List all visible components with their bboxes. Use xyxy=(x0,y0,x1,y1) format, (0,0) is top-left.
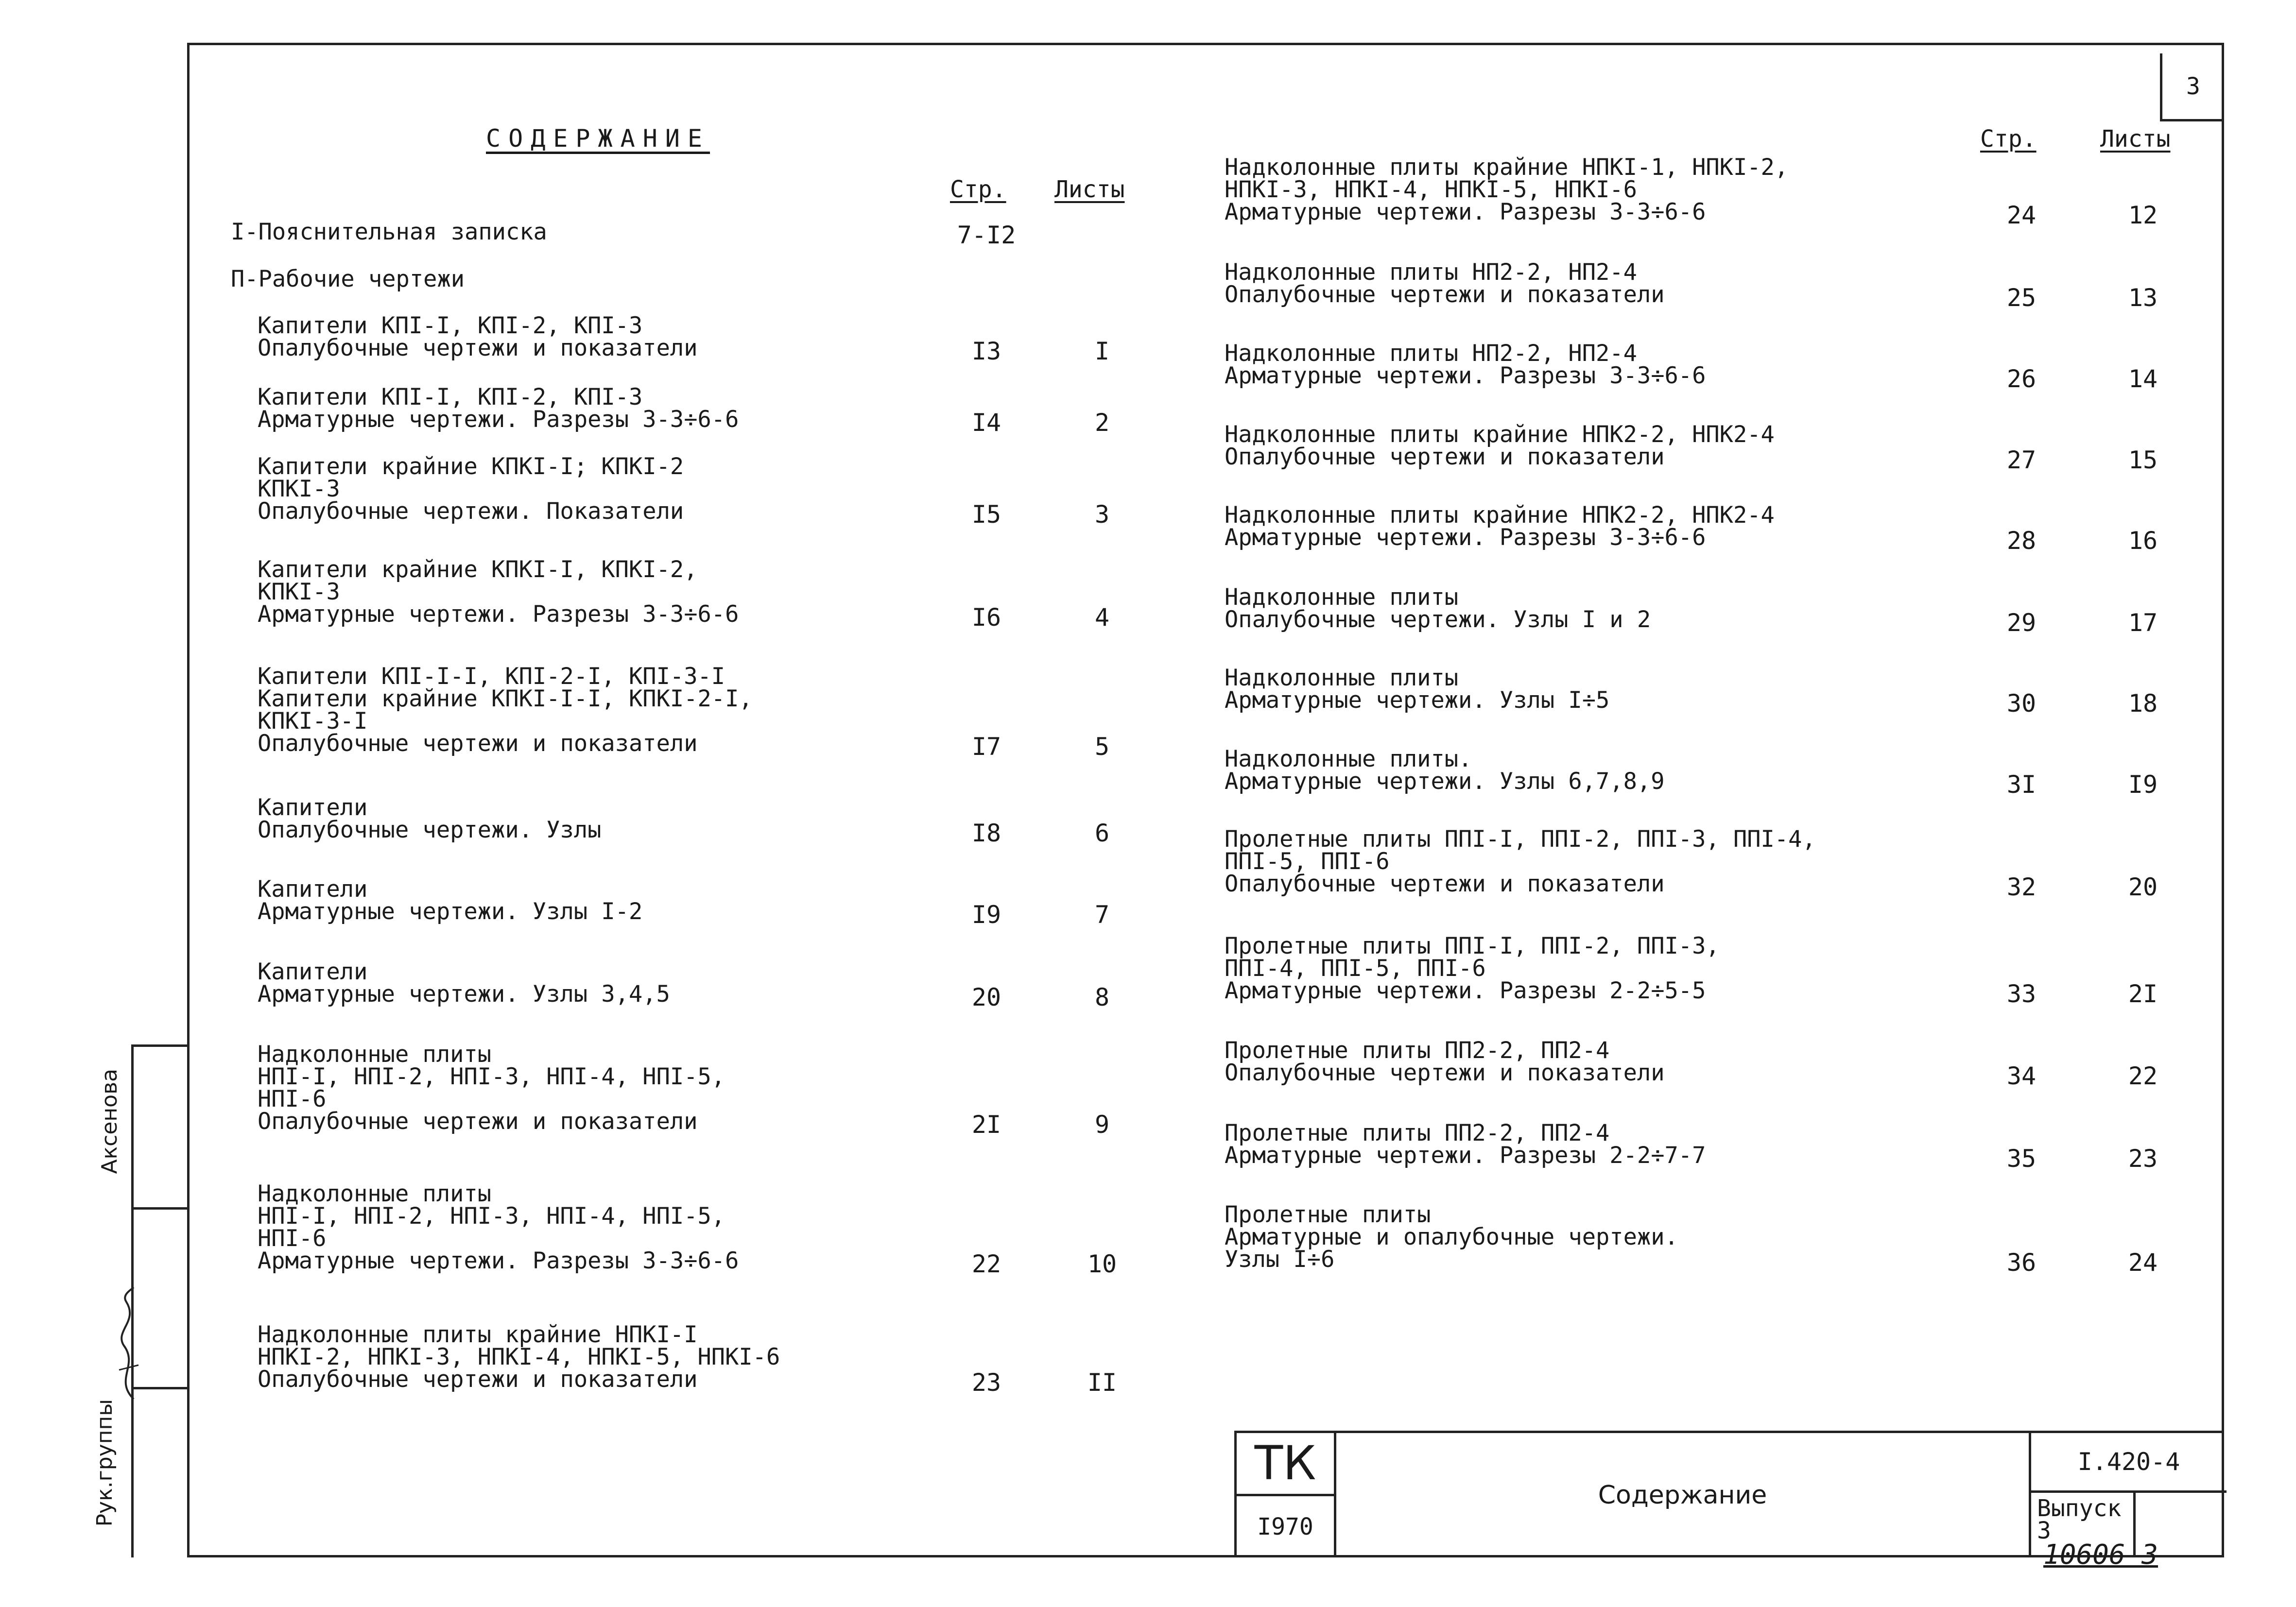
entry-page: I9 xyxy=(971,901,1001,929)
entry-line: Арматурные чертежи. Узлы I÷5 xyxy=(1225,687,1610,714)
page-number: 3 xyxy=(2186,72,2200,100)
entry-line: Капители крайние КПКI-I; КПКI-2 xyxy=(258,453,684,480)
entry-line: Арматурные чертежи. Разрезы 3-3÷6-6 xyxy=(1225,524,1706,551)
entry-sheet: 4 xyxy=(1094,603,1110,632)
entry-sheet: 8 xyxy=(1094,983,1110,1011)
series-code: I.420-4 xyxy=(2031,1433,2227,1493)
contents-entry xyxy=(1225,504,1775,549)
right-header-sheets: Листы xyxy=(2100,125,2171,153)
entry-sheet: 7 xyxy=(1094,901,1110,929)
entry-sheet: 5 xyxy=(1094,733,1110,761)
title-block-org-cell xyxy=(1237,1433,1336,1557)
entry-line: Опалубочные чертежи и показатели xyxy=(258,1366,698,1393)
contents-entry xyxy=(258,1180,739,1274)
entry-line: Опалубочные чертежи и показатели xyxy=(258,730,698,757)
entry-page: 29 xyxy=(2006,609,2037,637)
entry-page: 24 xyxy=(2006,201,2037,229)
entry-page: I7 xyxy=(971,733,1001,761)
entry-line: Опалубочные чертежи и показатели xyxy=(1225,281,1665,308)
contents-entry xyxy=(258,794,602,843)
entry-line: Надколонные плиты НП2-2, НП2-4 xyxy=(1225,340,1637,367)
entry-line: Надколонные плиты xyxy=(1225,665,1459,691)
entry-line: Капители КПI-I, КПI-2, КПI-3 xyxy=(258,384,643,410)
contents-entry xyxy=(1225,935,1720,1002)
entry-page: I4 xyxy=(971,409,1001,437)
contents-entry xyxy=(1225,1201,1678,1273)
entry-line: Опалубочные чертежи. Узлы xyxy=(258,817,602,843)
title-block xyxy=(1234,1431,2224,1557)
entry-sheet: 15 xyxy=(2128,446,2158,474)
entry-sheet: II xyxy=(1087,1368,1117,1397)
entry-line: Надколонные плиты xyxy=(1225,584,1459,611)
entry-line: Надколонные плиты крайние НПК2-2, НПК2-4 xyxy=(1225,421,1775,448)
entry-page: 30 xyxy=(2006,689,2037,718)
entry-sheet: I9 xyxy=(2128,770,2158,799)
year: I970 xyxy=(1257,1513,1313,1540)
entry-line: Арматурные чертежи. Разрезы 3-3÷6-6 xyxy=(1225,362,1706,389)
entry-sheet: 12 xyxy=(2128,201,2158,229)
entry-line: Надколонные плиты xyxy=(258,1041,492,1068)
entry-line: Опалубочные чертежи. Показатели xyxy=(258,498,684,525)
entry-line: Опалубочные чертежи. Узлы I и 2 xyxy=(1225,606,1651,633)
entry-line: Арматурные чертежи. Разрезы 3-3÷6-6 xyxy=(258,601,739,628)
entry-line: Пролетные плиты ПП2-2, ПП2-4 xyxy=(1225,1037,1610,1064)
entry-line: Пролетные плиты xyxy=(1225,1201,1431,1228)
issue-number: 3 xyxy=(2037,1517,2051,1544)
entry-line: Арматурные чертежи. Разрезы 2-2÷7-7 xyxy=(1225,1142,1706,1169)
strip-role-label: Рук.группы xyxy=(92,1399,117,1527)
entry-line: КПКI-3 xyxy=(258,579,340,605)
entry-line: НПI-I, НПI-2, НПI-3, НПI-4, НПI-5, xyxy=(258,1063,725,1090)
entry-sheet: 6 xyxy=(1094,819,1110,847)
contents-entry xyxy=(258,958,670,1008)
entry-page: 7-I2 xyxy=(957,221,1016,249)
left-header-page: Стр. xyxy=(950,176,1006,203)
contents-entry xyxy=(258,556,739,628)
entry-sheet: 10 xyxy=(1087,1250,1117,1278)
entry-line: Арматурные чертежи. Разрезы 3-3÷6-6 xyxy=(258,1248,739,1274)
strip-name-label: Аксенова xyxy=(97,1069,122,1174)
left-header-sheets: Листы xyxy=(1054,176,1125,203)
entry-line: Опалубочные чертежи и показатели xyxy=(258,335,698,361)
entry-page: 36 xyxy=(2006,1248,2037,1277)
entry-line: ППI-5, ППI-6 xyxy=(1225,848,1390,875)
entry-sheet: 22 xyxy=(2128,1062,2158,1090)
contents-entry xyxy=(258,1043,725,1133)
entry-page: 34 xyxy=(2006,1062,2037,1090)
page-title: СОДЕРЖАНИЕ xyxy=(486,124,710,153)
entry-line: Арматурные чертежи. Разрезы 3-3÷6-6 xyxy=(1225,199,1706,225)
entry-sheet: 2 xyxy=(1094,409,1110,437)
entry-line: Надколонные плиты НП2-2, НП2-4 xyxy=(1225,259,1637,286)
entry-line: Пролетные плиты ППI-I, ППI-2, ППI-3, xyxy=(1225,933,1720,959)
entry-line: КПКI-3-I xyxy=(258,708,368,735)
entry-sheet: 14 xyxy=(2128,365,2158,393)
entry-page: 22 xyxy=(971,1250,1001,1278)
contents-entry xyxy=(231,221,547,243)
entry-line: Узлы I÷6 xyxy=(1225,1246,1335,1273)
contents-entry xyxy=(1225,667,1609,712)
contents-entry xyxy=(258,1321,780,1393)
entry-line: Опалубочные чертежи и показатели xyxy=(1225,871,1665,897)
entry-sheet: 13 xyxy=(2128,284,2158,312)
contents-entry xyxy=(1225,342,1706,387)
entry-sheet: 23 xyxy=(2128,1145,2158,1173)
contents-entry xyxy=(258,663,753,757)
contents-entry xyxy=(1225,828,1816,895)
contents-entry xyxy=(1225,586,1651,631)
entry-line: Капители xyxy=(258,958,368,985)
entry-sheet: 17 xyxy=(2128,609,2158,637)
entry-page: 28 xyxy=(2006,527,2037,555)
entry-line: Опалубочные чертежи и показатели xyxy=(1225,444,1665,470)
org-code: ТК xyxy=(1237,1433,1334,1496)
entry-page: 35 xyxy=(2006,1145,2037,1173)
entry-sheet: 20 xyxy=(2128,873,2158,901)
contents-entry xyxy=(1225,748,1664,793)
entry-line: Опалубочные чертежи и показатели xyxy=(1225,1060,1665,1086)
contents-entry xyxy=(258,878,642,923)
entry-line: НПКI-3, НПКI-4, НПКI-5, НПКI-6 xyxy=(1225,176,1637,203)
contents-entry xyxy=(1225,156,1788,223)
entry-sheet: 3 xyxy=(1094,500,1110,529)
entry-line: I-Пояснительная записка xyxy=(231,219,547,245)
entry-page: 26 xyxy=(2006,365,2037,393)
entry-line: Надколонные плиты крайние НПКI-I xyxy=(258,1321,698,1348)
entry-sheet: 9 xyxy=(1094,1111,1110,1139)
entry-line: Надколонные плиты крайние НПКI-1, НПКI-2, xyxy=(1225,154,1789,181)
entry-line: НПI-6 xyxy=(258,1225,327,1252)
entry-line: Арматурные чертежи. Узлы 6,7,8,9 xyxy=(1225,768,1665,795)
entry-sheet: 24 xyxy=(2128,1248,2158,1277)
entry-line: Арматурные чертежи. Разрезы 2-2÷5-5 xyxy=(1225,977,1706,1004)
entry-line: ППI-4, ППI-5, ППI-6 xyxy=(1225,955,1486,982)
entry-page: 32 xyxy=(2006,873,2037,901)
strip-divider xyxy=(134,1207,187,1210)
title-block-title: Содержание xyxy=(1598,1481,1767,1510)
entry-line: НПI-6 xyxy=(258,1086,327,1112)
entry-sheet: 18 xyxy=(2128,689,2158,718)
entry-page: I6 xyxy=(971,603,1001,632)
entry-line: Арматурные чертежи. Узлы 3,4,5 xyxy=(258,981,670,1008)
entry-line: КПКI-3 xyxy=(258,476,340,502)
entry-sheet: 2I xyxy=(2128,980,2158,1008)
contents-entry xyxy=(1225,1122,1706,1167)
contents-entry xyxy=(258,312,698,361)
entry-line: Пролетные плиты ПП2-2, ПП2-4 xyxy=(1225,1120,1610,1146)
entry-line: П-Рабочие чертежи xyxy=(231,266,465,292)
entry-page: I5 xyxy=(971,500,1001,529)
archive-number: 10606 3 xyxy=(2043,1539,2158,1571)
entry-line: Капители КПI-I, КПI-2, КПI-3 xyxy=(258,312,643,339)
entry-line: Арматурные и опалубочные чертежи. xyxy=(1225,1224,1678,1250)
entry-line: Опалубочные чертежи и показатели xyxy=(258,1108,698,1135)
entry-page: I8 xyxy=(971,819,1001,847)
contents-entry xyxy=(258,386,739,431)
entry-page: 27 xyxy=(2006,446,2037,474)
contents-entry xyxy=(231,268,465,291)
entry-line: Надколонные плиты xyxy=(258,1180,492,1207)
entry-line: Надколонные плиты крайние НПК2-2, НПК2-4 xyxy=(1225,502,1775,529)
entry-line: Капители КПI-I-I, КПI-2-I, КПI-3-I xyxy=(258,663,725,690)
entry-line: Капители xyxy=(258,876,368,903)
page-number-box xyxy=(2160,53,2224,121)
entry-line: Капители крайние КПКI-I-I, КПКI-2-I, xyxy=(258,685,753,712)
entry-page: 20 xyxy=(971,983,1001,1011)
entry-sheet: I xyxy=(1094,337,1110,365)
entry-page: I3 xyxy=(971,337,1001,365)
entry-line: Капители крайние КПКI-I, КПКI-2, xyxy=(258,556,698,583)
entry-line: НПКI-2, НПКI-3, НПКI-4, НПКI-5, НПКI-6 xyxy=(258,1344,780,1370)
entry-sheet: 16 xyxy=(2128,527,2158,555)
entry-line: Пролетные плиты ППI-I, ППI-2, ППI-3, ППI-4, xyxy=(1225,826,1816,853)
right-header-page: Стр. xyxy=(1980,125,2037,153)
contents-entry xyxy=(258,453,684,525)
entry-line: Капители xyxy=(258,794,368,821)
issue-label: Выпуск xyxy=(2037,1495,2122,1522)
entry-line: НПI-I, НПI-2, НПI-3, НПI-4, НПI-5, xyxy=(258,1203,725,1230)
contents-entry xyxy=(1225,1037,1665,1086)
entry-page: 2I xyxy=(971,1111,1001,1139)
entry-line: Арматурные чертежи. Узлы I-2 xyxy=(258,898,643,925)
contents-entry xyxy=(1225,261,1664,306)
signature-mark xyxy=(104,1282,148,1409)
entry-page: 33 xyxy=(2006,980,2037,1008)
entry-line: Арматурные чертежи. Разрезы 3-3÷6-6 xyxy=(258,406,739,433)
entry-page: 23 xyxy=(971,1368,1001,1397)
entry-page: 3I xyxy=(2006,770,2037,799)
entry-page: 25 xyxy=(2006,284,2037,312)
contents-entry xyxy=(1225,421,1775,470)
issue-cell xyxy=(2037,1497,2121,1542)
entry-line: Надколонные плиты. xyxy=(1225,746,1472,772)
